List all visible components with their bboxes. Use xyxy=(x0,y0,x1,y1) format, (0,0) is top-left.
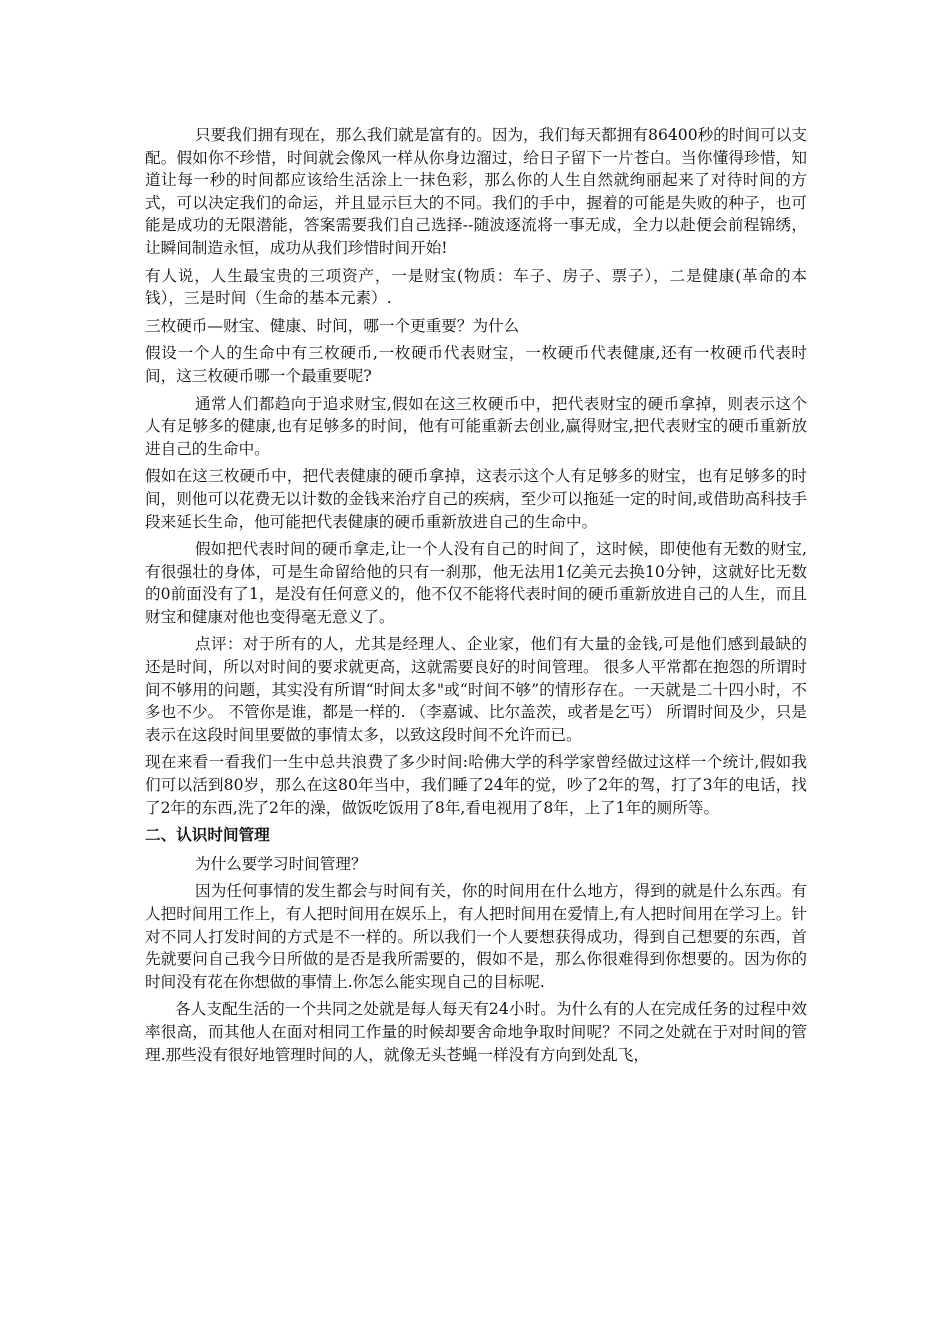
paragraph-intro: 只要我们拥有现在，那么我们就是富有的。因为，我们每天都拥有86400秒的时间可以支配。假如你不珍惜，时间就会像风一样从你身边溜过，给日子留下一片苍白。当你懂得珍惜，知道让每一秒的时间都应该给生活涂上一抹色彩，那么你的人生自然就绚丽起来了对待时间的方式，可以决定我们的命运，并且显示巨大的不同。我们的手中，握着的可能是失败的种子，也可能是成功的无限潜能，答案需要我们自己选择--随波逐流将一事无成，全力以赴便会前程锦绣，让瞬间制造永恒，成功从我们珍惜时间开始! xyxy=(145,126,807,257)
paragraph-why-learn: 为什么要学习时间管理？ xyxy=(195,854,367,873)
paragraph-commentary: 点评：对于所有的人，尤其是经理人、企业家，他们有大量的金钱,可是他们感到最缺的还是时间，所以对时间的要求就更高，这就需要良好的时间管理。 很多人平常都在抱怨的所谓时间不够用的问题，其实没有所谓“时间太多"或“时间不够”的情形存在。一天就是二十四小时，不多也不少。 不管你是谁，都是一样的. （李嘉诚、比尔盖茨，或者是乞丐） 所谓时间及少，只是表示在这段时间里要做的事情太多，以致这段时间不允许而已。 xyxy=(145,635,807,744)
paragraph-wealth-coin: 通常人们都趋向于追求财宝,假如在这三枚硬币中，把代表财宝的硬币拿掉，则表示这个人有足够多的健康,也有足够多的时间，他有可能重新去创业,赢得财宝,把代表财宝的硬币重新放进自己的生命中。 xyxy=(145,394,807,458)
paragraph-three-assets: 有人说，人生最宝贵的三项资产，一是财宝(物质：车子、房子、票子），二是健康(革命的本钱），三是时间（生命的基本元素）. xyxy=(145,266,807,308)
section-heading: 二、认识时间管理 xyxy=(145,826,270,845)
paragraph-three-coins-setup: 假设一个人的生命中有三枚硬币,一枚硬币代表财宝，一枚硬币代表健康,还有一枚硬币代表时间，这三枚硬币哪一个最重要呢? xyxy=(145,344,807,385)
paragraph-three-coins-question: 三枚硬币—财宝、健康、时间，哪一个更重要？为什么 xyxy=(145,316,520,335)
paragraph-health-coin: 假如在这三枚硬币中，把代表健康的硬币拿掉，这表示这个人有足够多的财宝，也有足够多的时间，则他可以花费无以计数的金钱来治疗自己的疾病，至少可以拖延一定的时间,或借助高科技手段来延长生命，他可能把代表健康的硬币重新放进自己的生命中。 xyxy=(145,467,807,531)
paragraph-time-results: 因为任何事情的发生都会与时间有关，你的时间用在什么地方，得到的就是什么东西。有人把时间用工作上，有人把时间用在娱乐上，有人把时间用在爱情上,有人把时间用在学习上。针对不同人打发时间的方式是不一样的。所以我们一个人要想获得成功，得到自己想要的东西，首先就要问自己我今日所做的是否是我所需要的，假如不是，那么你很难得到你想要的。因为你的时间没有花在你想做的事情上.你怎么能实现自己的目标呢. xyxy=(145,882,807,991)
paragraph-wasted-time: 现在来看一看我们一生中总共浪费了多少时间:哈佛大学的科学家曾经做过这样一个统计,假如我们可以活到80岁，那么在这80年当中，我们睡了24年的觉，吵了2年的驾，打了3年的电话，找了2年的东西,洗了2年的澡，做饭吃饭用了8年,看电视用了8年，上了1年的厕所等。 xyxy=(145,753,807,817)
paragraph-24-hours: 各人支配生活的一个共同之处就是每人每天有24小时。为什么有的人在完成任务的过程中效率很高，而其他人在面对相同工作量的时候却要舍命地争取时间呢？不同之处就在于对时间的管理.那些没有很好地管理时间的人，就像无头苍蝇一样没有方向到处乱飞， xyxy=(145,1000,807,1064)
paragraph-time-coin: 假如把代表时间的硬币拿走,让一个人没有自己的时间了，这时候，即使他有无数的财宝,有很强壮的身体，可是生命留给他的只有一刹那，他无法用1亿美元去换10分钟，这就好比无数的0前面没有了1，是没有任何意义的，他不仅不能将代表时间的硬币重新放进自己的人生，而且财宝和健康对他也变得毫无意义了。 xyxy=(145,540,807,626)
document-body xyxy=(145,124,807,1071)
